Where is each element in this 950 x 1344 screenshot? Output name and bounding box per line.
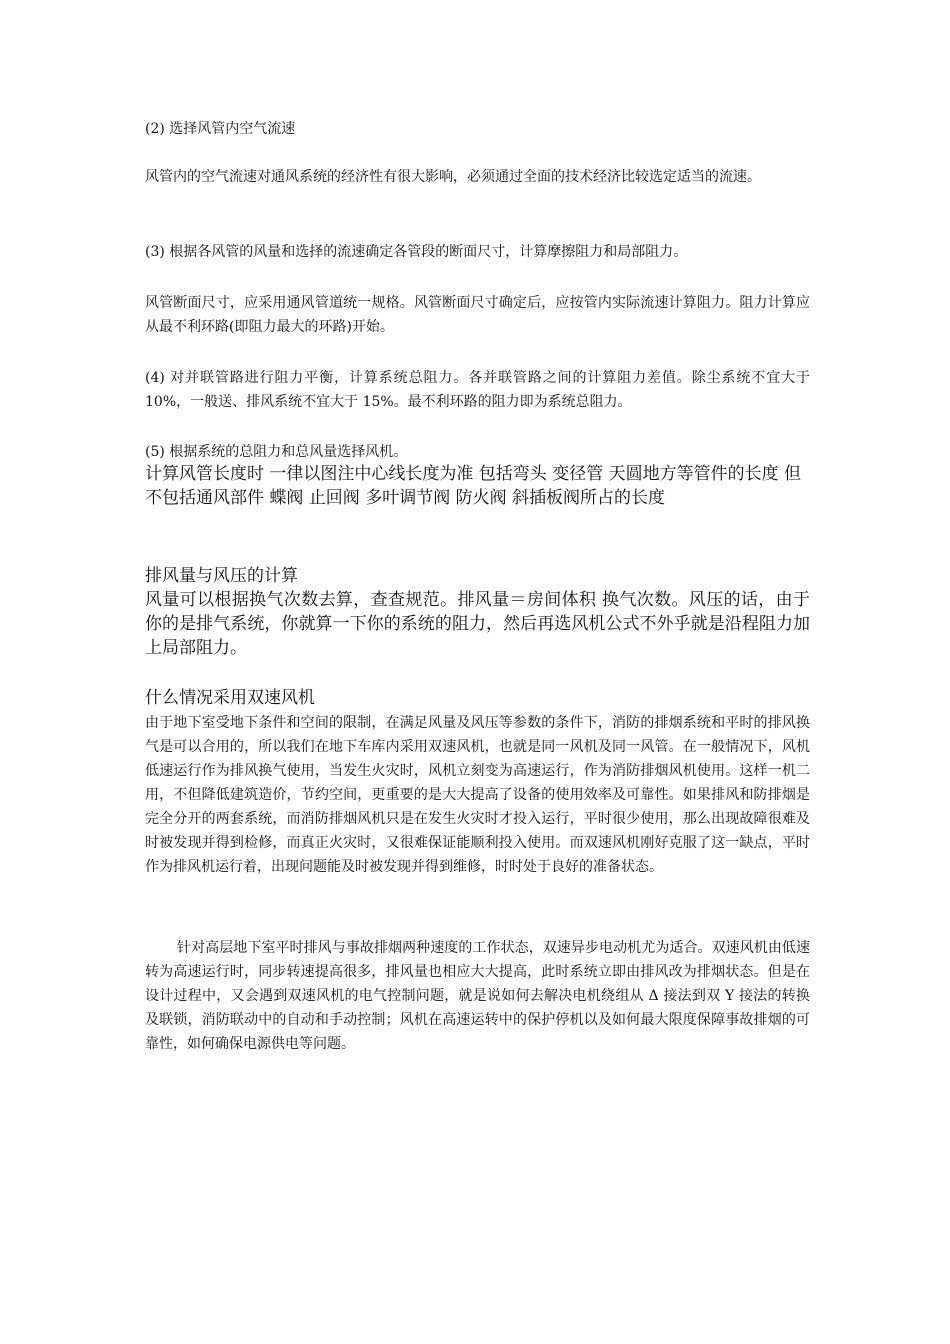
air-velocity-paragraph: 风管内的空气流速对通风系统的经济性有很大影响，必须通过全面的技术经济比较选定适当的流速。 (145, 169, 761, 185)
exhaust-paragraph: 风量可以根据换气次数去算，查查规范。排风量＝房间体积 换气次数。风压的话，由于你的是排气系统，你就算一下你的系统的阻力，然后再选风机公式不外乎就是沿程阻力加上局部阻力。 (145, 590, 810, 658)
duct-size-paragraph: 风管断面尺寸，应采用通风管道统一规格。风管断面尺寸确定后，应按管内实际流速计算阻力。阻力计算应从最不利环路(即阻力最大的环路)开始。 (145, 295, 810, 335)
duct-length-paragraph: 计算风管长度时 一律以图注中心线长度为准 包括弯头 变径管 天圆地方等管件的长度 但不包括通风部件 蝶阀 止回阀 多叶调节阀 防火阀 斜插板阀所占的长度 (145, 464, 802, 508)
step-4-paragraph: (4) 对并联管路进行阻力平衡，计算系统总阻力。各并联管路之间的计算阻力差值。除尘系统不宜大于 10%，一般送、排风系统不宜大于 15%。最不利环路的阻力即为系统总阻力。 (145, 370, 810, 410)
section-heading-two-speed-fan: 什么情况采用双速风机 (145, 688, 315, 708)
section-heading-exhaust: 排风量与风压的计算 (145, 566, 298, 586)
step-3-paragraph: (3) 根据各风管的风量和选择的流速确定各管段的断面尺寸，计算摩擦阻力和局部阻力。 (145, 244, 688, 260)
motor-paragraph: 针对高层地下室平时排风与事故排烟两种速度的工作状态，双速异步电动机尤为适合。双速风机由低速转为高速运行时，同步转速提高很多，排风量也相应大大提高，此时系统立即由排风改为排烟状态。但是在设计过程中，又会遇到双速风机的电气控制问题，就是说如何去解决电机绕组从 Δ 接法到双 Y 接法的转换及联锁，消防联动中的自动和手动控制；风机在高速运转中的保护停机以及如何最大限度保障事故排烟的可靠性，如何确保电源供电等问题。 (145, 940, 810, 1052)
step-2-heading: (2) 选择风管内空气流速 (145, 121, 296, 137)
two-speed-fan-paragraph: 由于地下室受地下条件和空间的限制，在满足风量及风压等参数的条件下，消防的排烟系统和平时的排风换气是可以合用的，所以我们在地下车库内采用双速风机，也就是同一风机及同一风管。在一般情况下，风机低速运行作为排风换气使用，当发生火灾时，风机立刻变为高速运行，作为消防排烟风机使用。这样一机二用，不但降低建筑造价，节约空间，更重要的是大大提高了设备的使用效率及可靠性。如果排风和防排烟是完全分开的两套系统，而消防排烟风机只是在发生火灾时才投入运行，平时很少使用，那么出现故障很难及时被发现并得到检修，而真正火灾时，又很难保证能顺利投入使用。而双速风机刚好克服了这一缺点，平时作为排风机运行着，出现问题能及时被发现并得到维修，时时处于良好的准备状态。 (145, 715, 810, 875)
step-5-paragraph: (5) 根据系统的总阻力和总风量选择风机。 (145, 444, 408, 460)
